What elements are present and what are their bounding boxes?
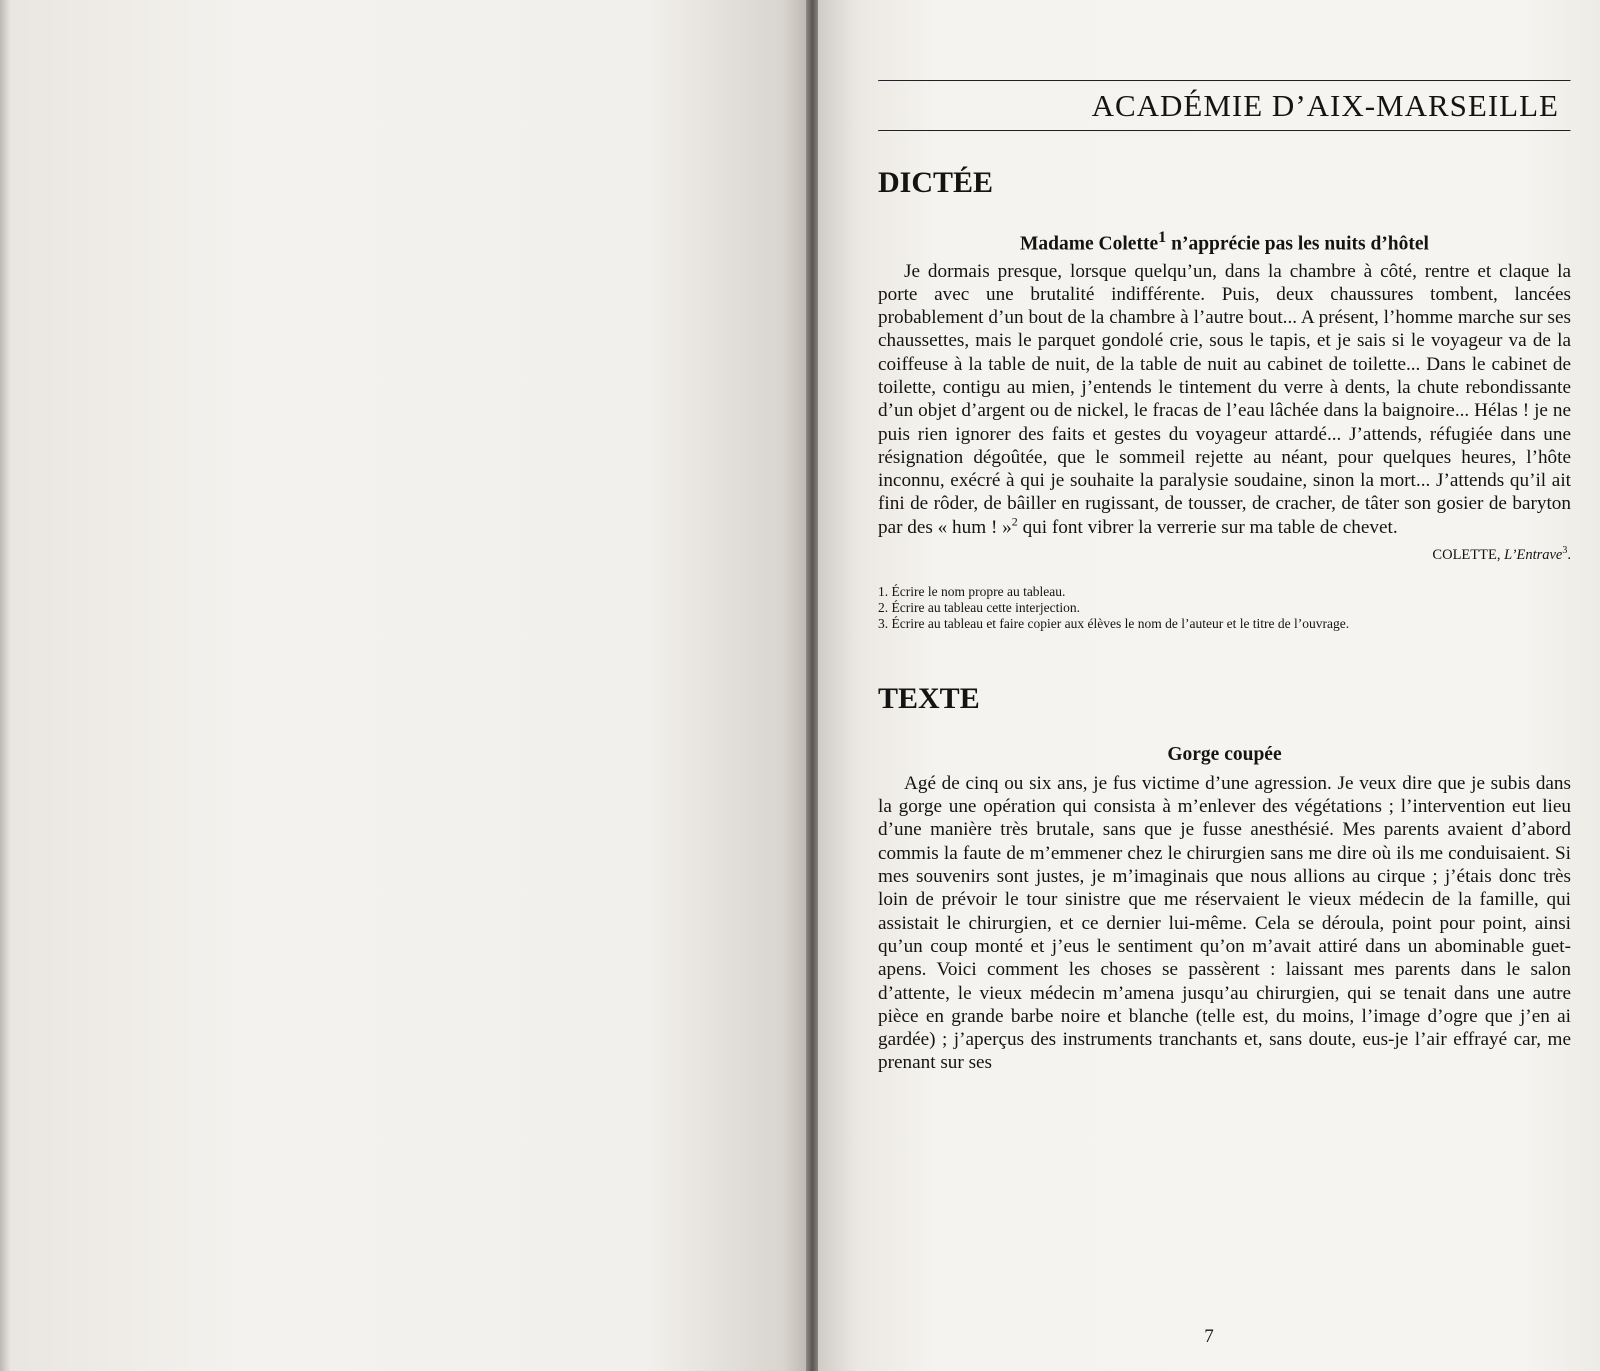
footnote-ref-1: 1 [1158,228,1167,246]
footnote-item: 2. Écrire au tableau cette interjection. [878,599,1081,615]
dictee-title-main: Madame Colette [1020,233,1159,255]
footnotes [878,584,1571,632]
footnote-ref-2: 2 [1011,514,1018,529]
dictee-title-rest: n’apprécie pas les nuits d’hôtel [1166,233,1429,255]
texte-text: Agé de cinq ou six ans, je fus victime d’une agression. Je veux dire que je subis dans la gorge une opération qui consista à m’enlever des végétations ; l’intervention eut lieu d’une manière très brutale, sans que je fusse anesthésié. Mes parents avaient d’abord commis la faute de m’emmener chez le chirurgien sans me dire où ils me conduisaient. Si mes souvenirs sont justes, je m’imaginais que nous allions au cirque ; j’étais donc très loin de prévoir le tour sinistre que me réservaient le vieux médecin de la famille, qui assistait le chirurgien, et ce dernier lui-même. Cela se déroula, point pour point, ainsi qu’un coup monté et j’eus le sentiment qu’on m’avait attiré dans un abominable guet-apens. Voici comment les choses se passèrent : laissant mes parents dans le salon d’attente, le vieux médecin m’amena jusqu’au chirurgien, qui se tenait dans une autre pièce en grande barbe noire et blanche (telle est, du moins, l’image d’ogre que j’en ai gardée) ; j’aperçus des instruments tranchants et, sans doute, eus-je l’air effrayé car, me prenant sur ses [878,772,1571,1074]
footnote-ref-3: 3 [1562,545,1568,557]
right-page [818,0,1600,1371]
footnote-item: 1. Écrire le nom propre au tableau. [878,583,1066,599]
page-content [878,80,1571,1075]
dictee-attribution [878,545,1571,564]
header-bottom-rule [878,130,1571,132]
dictee-title [878,228,1571,256]
page-number: 7 [1204,1326,1214,1347]
dictee-work-end: . [1567,546,1571,563]
dictee-text-part1: Je dormais presque, lorsque quelqu’un, dans la chambre à côté, rentre et claque la porte avec une brutalité indifférente. Puis, deux chaussures tombent, lancées probablement d’un bout de la chambre à l’autre bout... A présent, l’homme marche sur ses chaussettes, mais le parquet gondolé crie, sous le tapis, et je sais si le voyageur va de la coiffeuse à la table de nuit, de la table de nuit au cabinet de toilette... Dans le cabinet de toilette, contigu au mien, j’entends le tintement du verre à dents, la chute rebondissante d’un objet d’argent ou de nickel, le fracas de l’eau lâchée dans la baignoire... Hélas ! je ne puis rien ignorer des faits et gestes du voyageur attardé... J’attends, réfugiée dans une résignation dégoûtée, que le sommeil rejette au néant, pour quelques heures, l’hôte inconnu, exécré à qui je souhaite la paralysie soudaine, sinon la mort... J’attends qu’il ait fini de rôder, de bâiller en rugissant, de tousser, de cracher, de tâter son gosier de baryton par des « hum ! » [878,260,1571,538]
dictee-text-part2: qui font vibrer la verrerie sur ma table de chevet. [1017,516,1398,538]
footnote-item: 3. Écrire au tableau et faire copier aux élèves le nom de l’auteur et le titre de l’ouvrage. [878,615,1350,631]
dictee-text [878,260,1571,540]
dictee-work: L’Entrave [1504,546,1563,563]
section-title-dictee: DICTÉE [878,166,994,199]
section-title-texte: TEXTE [878,681,980,715]
header-title: ACADÉMIE D’AIX-MARSEILLE [1091,88,1559,123]
left-page-edge [0,0,10,1371]
dictee-author: COLETTE, [1432,546,1501,563]
texte-title: Gorge coupée [1167,743,1282,765]
